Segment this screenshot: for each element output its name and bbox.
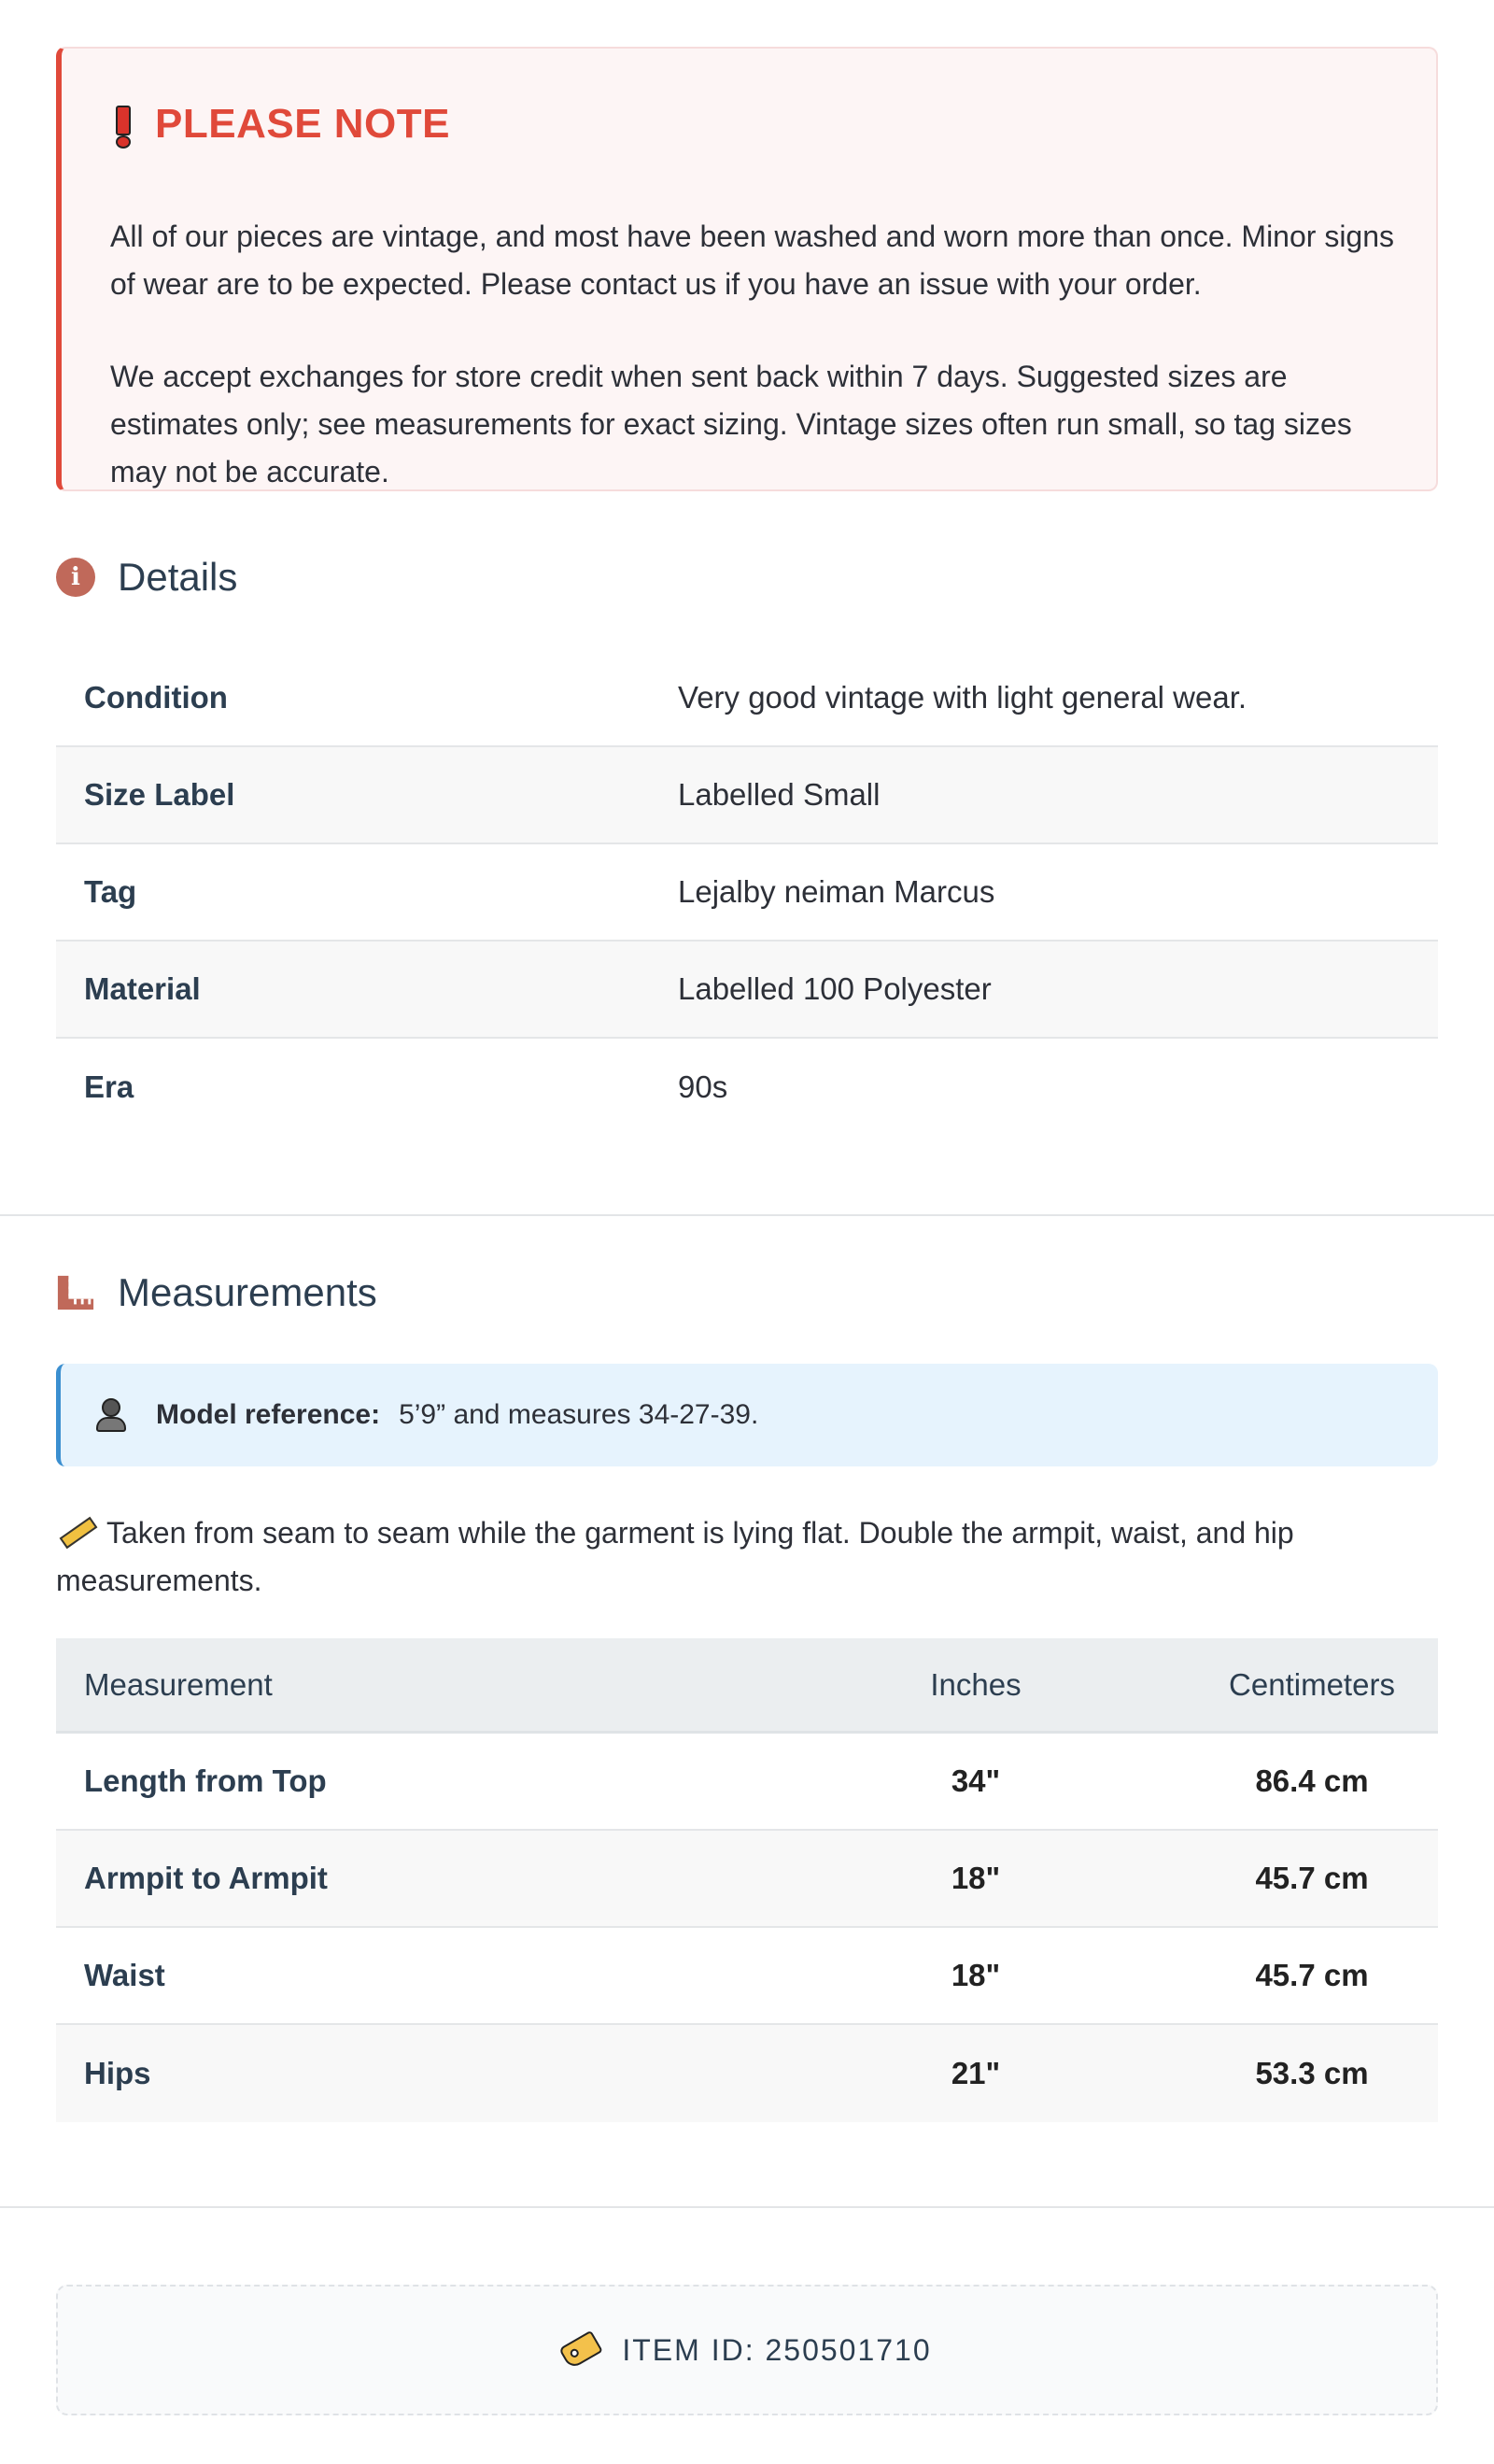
table-row (56, 1039, 1438, 1136)
detail-key: Size Label (84, 777, 235, 812)
note-paragraph-1: All of our pieces are vintage, and most have been washed and worn more than once. Minor signs of wear are to be expected. Please contact us if you have an issue with your order. (110, 219, 1395, 301)
measurement-inches: 34" (951, 1763, 1001, 1798)
measurements-table (56, 1638, 1438, 2122)
detail-key: Condition (84, 680, 228, 715)
section-divider (0, 1214, 1494, 1216)
info-icon: i (56, 558, 95, 597)
table-row (56, 1831, 1438, 1928)
model-reference-box (56, 1364, 1438, 1466)
measurement-inches: 21" (951, 2056, 1001, 2090)
note-title-text: PLEASE NOTE (155, 101, 450, 147)
section-divider (0, 2206, 1494, 2208)
measurement-instruction (56, 1509, 1401, 1605)
tag-icon (557, 2327, 606, 2372)
table-row (56, 1734, 1438, 1831)
item-id-text: ITEM ID: 250501710 (622, 2332, 932, 2367)
column-header-measurement: Measurement (84, 1666, 273, 1702)
measurement-cm: 45.7 cm (1255, 1861, 1369, 1895)
details-table (56, 650, 1438, 1136)
measurement-cm: 45.7 cm (1255, 1958, 1369, 1992)
detail-value: 90s (678, 1069, 728, 1104)
measurement-instruction-text: Taken from seam to seam while the garment is lying flat. Double the armpit, waist, and hip measurements. (56, 1516, 1294, 1597)
detail-key: Era (84, 1069, 134, 1104)
note-paragraph-2: We accept exchanges for store credit when sent back within 7 days. Suggested sizes are estimates only; see measurements for exact sizing. Vintage sizes often run small, so tag sizes may not be accurate. (110, 360, 1352, 489)
table-row (56, 942, 1438, 1039)
note-title (110, 101, 450, 148)
measurement-inches: 18" (951, 1958, 1001, 1992)
details-heading (56, 555, 237, 600)
model-reference-text: 5’9” and measures 34-27-39. (399, 1399, 759, 1430)
model-reference-label: Model reference: (156, 1399, 381, 1430)
table-row (56, 650, 1438, 747)
detail-key: Material (84, 971, 201, 1006)
ruler-pencil-icon (60, 1516, 98, 1548)
measurement-name: Waist (84, 1958, 165, 1992)
measurement-name: Armpit to Armpit (84, 1861, 328, 1895)
detail-value: Very good vintage with light general wear. (678, 680, 1247, 715)
details-heading-text: Details (118, 555, 238, 599)
exclamation-icon (110, 104, 133, 145)
detail-key: Tag (84, 874, 137, 909)
detail-value: Labelled Small (678, 777, 881, 812)
measurement-name: Hips (84, 2056, 151, 2090)
detail-value: Labelled 100 Polyester (678, 971, 992, 1006)
column-header-centimeters: Centimeters (1229, 1666, 1395, 1702)
please-note-box (56, 47, 1438, 491)
measurement-cm: 86.4 cm (1255, 1763, 1369, 1798)
person-icon (94, 1396, 128, 1434)
measurements-heading-text: Measurements (118, 1270, 377, 1314)
item-id-box (56, 2285, 1438, 2415)
table-row (56, 2025, 1438, 2122)
detail-value: Lejalby neiman Marcus (678, 874, 995, 909)
column-header-inches: Inches (930, 1666, 1022, 1702)
table-row (56, 1928, 1438, 2025)
measurement-inches: 18" (951, 1861, 1001, 1895)
table-row (56, 747, 1438, 844)
measurement-name: Length from Top (84, 1763, 327, 1798)
table-row (56, 844, 1438, 942)
measurements-heading (56, 1270, 377, 1315)
ruler-icon (56, 1273, 95, 1312)
table-header (56, 1638, 1438, 1734)
measurement-cm: 53.3 cm (1255, 2056, 1369, 2090)
